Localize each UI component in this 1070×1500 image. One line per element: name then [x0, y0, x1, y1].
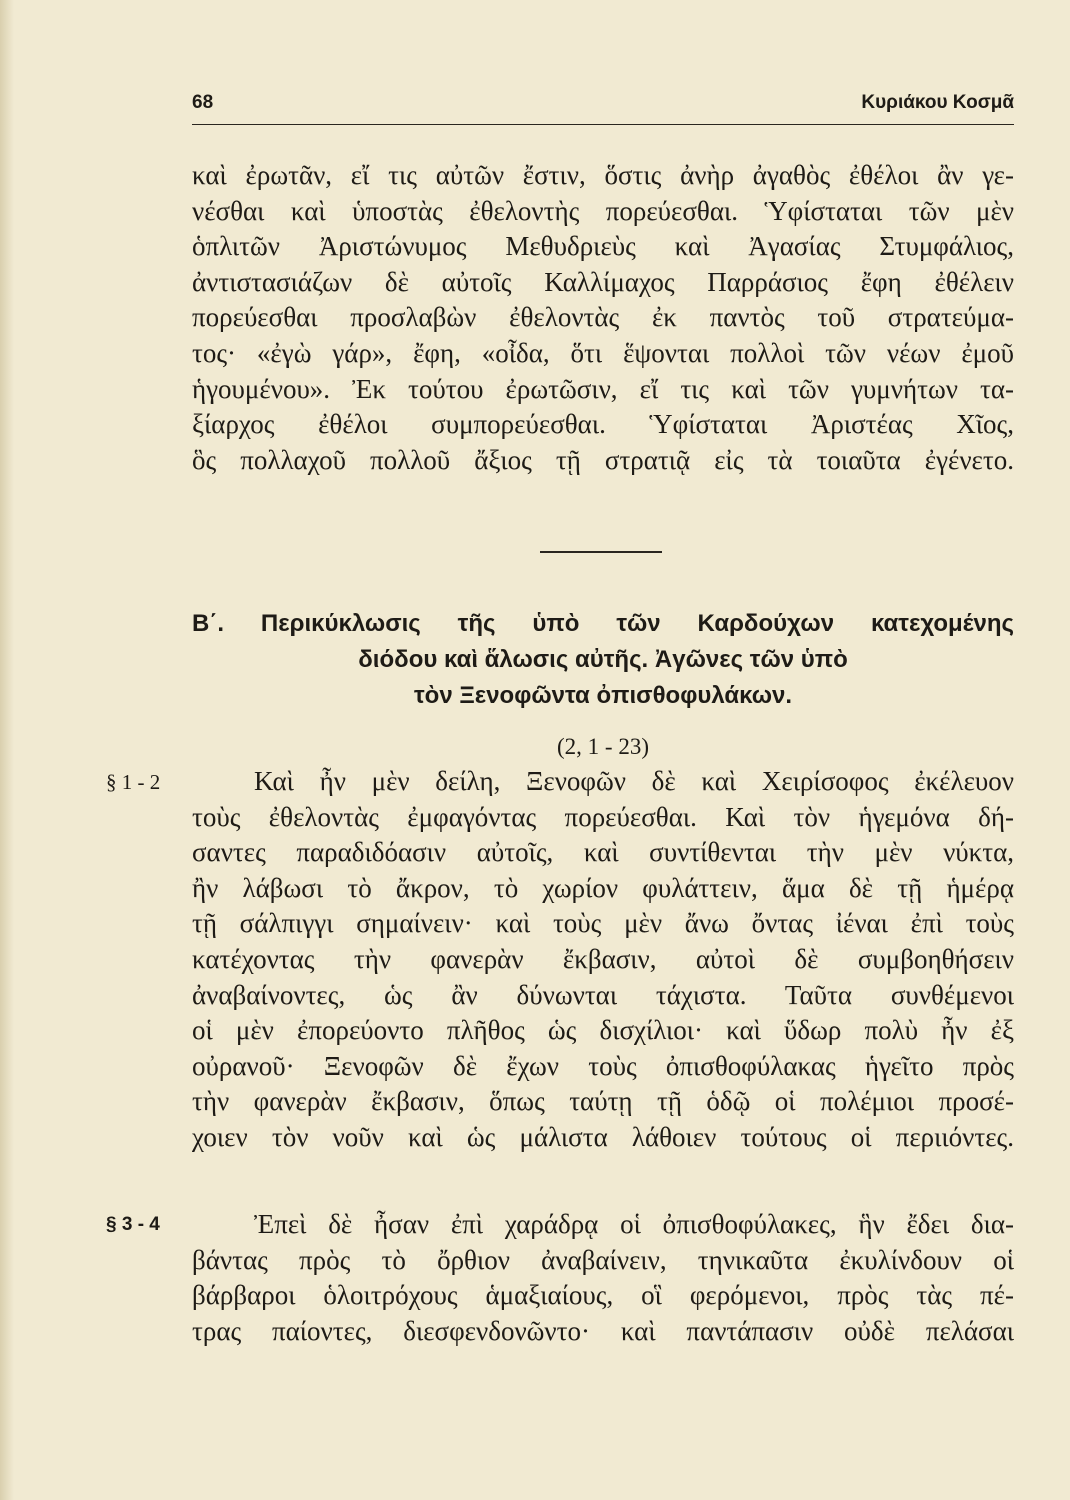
section-divider [540, 551, 662, 553]
text-line: ὁπλιτῶν Ἀριστώνυμος Μεθυδριεὺς καὶ Ἀγασίας Στυμφάλιος, [192, 231, 1014, 262]
text-line: ἀναβαίνοντες, ὡς ἂν δύνωνται τάχιστα. Ταῦτα συνθέμενοι [192, 979, 1014, 1010]
margin-label-1-2: § 1 - 2 [106, 770, 161, 794]
section-heading-line: Β΄. Περικύκλωσις τῆς ὑπὸ τῶν Καρδούχων κατεχομένης [192, 610, 1014, 637]
section-reference: (2, 1 - 23) [557, 734, 649, 759]
section-heading [192, 606, 1014, 714]
text-line: καὶ ἐρωτᾶν, εἴ τις αὐτῶν ἔστιν, ὅστις ἀνὴρ ἀγαθὸς ἐθέλοι ἂν γε- [192, 160, 1014, 190]
text-line: Ἐπεὶ δὲ ἦσαν ἐπὶ χαράδρᾳ οἱ ὀπισθοφύλακες, ἣν ἔδει δια- [254, 1209, 1014, 1239]
text-line: χοιεν τὸν νοῦν καὶ ὡς μάλιστα λάθοιεν τούτους οἱ περιιόντες. [192, 1121, 1014, 1152]
paragraph-1 [192, 158, 1014, 478]
text-line: ἀντιστασιάζων δὲ αὐτοῖς Καλλίμαχος Παρράσιος ἔφη ἐθέλειν [192, 266, 1014, 297]
page-binding-edge [0, 0, 14, 1500]
text-line: οἱ μὲν ἐπορεύοντο πλῆθος ὡς δισχίλιοι· καὶ ὕδωρ πολὺ ἦν ἐξ [192, 1015, 1014, 1046]
text-line: βάρβαροι ὁλοιτρόχους ἁμαξιαίους, οἳ φερόμενοι, πρὸς τὰς πέ- [192, 1280, 1014, 1311]
text-line: ξίαρχος ἐθέλοι συμπορεύεσθαι. Ὑφίσταται Ἀριστέας Χῖος, [192, 409, 1014, 440]
text-line: Καὶ ἦν μὲν δείλη, Ξενοφῶν δὲ καὶ Χειρίσοφος ἐκέλευον [254, 766, 1014, 796]
text-line: βάντας πρὸς τὸ ὄρθιον ἀναβαίνειν, τηνικαῦτα ἐκυλίνδουν οἱ [192, 1244, 1014, 1275]
text-line: πορεύεσθαι προσλαβὼν ἐθελοντὰς ἐκ παντὸς τοῦ στρατεύμα- [192, 302, 1014, 333]
running-header [192, 92, 1014, 122]
header-rule [192, 124, 1014, 125]
text-line: ἢν λάβωσι τὸ ἄκρον, τὸ χωρίον φυλάττειν, ἅμα δὲ τῇ ἡμέρᾳ [192, 872, 1014, 903]
paragraph-2 [192, 764, 1014, 1156]
text-line: κατέχοντας τὴν φανερὰν ἔκβασιν, αὐτοὶ δὲ συμβοηθήσειν [192, 943, 1014, 974]
text-line: τρας παίοντες, διεσφενδονῶντο· καὶ παντάπασιν οὐδὲ πελάσαι [192, 1315, 1014, 1346]
running-title: Κυριάκου Κοσμᾶ [861, 92, 1014, 113]
margin-label-3-4: § 3 - 4 [106, 1214, 160, 1235]
page-number: 68 [192, 92, 214, 113]
text-line: τὴν φανερὰν ἔκβασιν, ὅπως ταύτῃ τῇ ὁδῷ οἱ πολέμιοι προσέ- [192, 1086, 1014, 1117]
text-line: ἡγουμένου». Ἐκ τούτου ἐρωτῶσιν, εἴ τις καὶ τῶν γυμνήτων τα- [192, 373, 1014, 404]
section-heading-line: τὸν Ξενοφῶντα ὀπισθοφυλάκων. [413, 682, 793, 709]
text-line: τοὺς ἐθελοντὰς ἐμφαγόντας πορεύεσθαι. Καὶ τὸν ἡγεμόνα δή- [192, 801, 1014, 832]
section-heading-line: διόδου καὶ ἅλωσις αὐτῆς. Ἀγῶνες τῶν ὑπὸ [358, 646, 848, 673]
text-line: σαντες παραδιδόασιν αὐτοῖς, καὶ συντίθενται τὴν μὲν νύκτα, [192, 837, 1014, 868]
text-line: τῇ σάλπιγγι σημαίνειν· καὶ τοὺς μὲν ἄνω ὄντας ἰέναι ἐπὶ τοὺς [192, 908, 1014, 939]
text-line: τος· «ἐγὼ γάρ», ἔφη, «οἶδα, ὅτι ἕψονται πολλοὶ τῶν νέων ἐμοῦ [192, 337, 1014, 368]
text-line: οὐρανοῦ· Ξενοφῶν δὲ ἔχων τοὺς ὀπισθοφύλακας ἡγεῖτο πρὸς [192, 1050, 1014, 1081]
paragraph-3 [192, 1207, 1014, 1349]
text-line: νέσθαι καὶ ὑποστὰς ἐθελοντὴς πορεύεσθαι. Ὑφίσταται τῶν μὲν [192, 195, 1014, 226]
text-line: ὃς πολλαχοῦ πολλοῦ ἄξιος τῇ στρατιᾷ εἰς τὰ τοιαῦτα ἐγένετο. [192, 444, 1014, 475]
